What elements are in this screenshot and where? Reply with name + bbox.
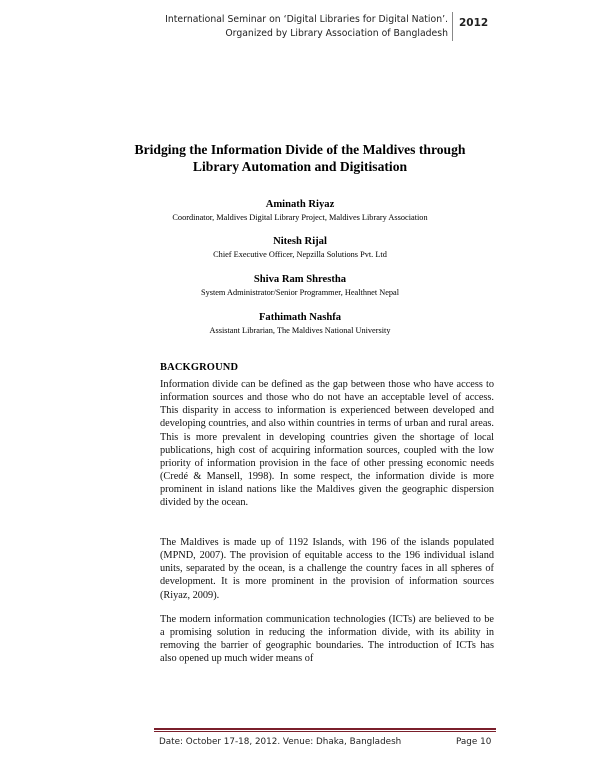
title-line-2: Library Automation and Digitisation [192,159,408,174]
paper-title [100,141,500,175]
author-block [100,235,500,260]
author-name: Nitesh Rijal [273,236,327,247]
footer-date-venue: Date: October 17-18, 2012. Venue: Dhaka, Bangladesh [159,737,402,747]
footer-rule [154,728,496,730]
author-affiliation: Coordinator, Maldives Digital Library Project, Maldives Library Association [172,213,428,222]
header-organizer-line: Organized by Library Association of Bangladesh [225,28,448,39]
author-affiliation: System Administrator/Senior Programmer, Healthnet Nepal [200,288,400,297]
header-divider [452,12,453,41]
author-affiliation: Assistant Librarian, The Maldives National University [209,326,391,335]
author-block [100,311,500,336]
author-affiliation: Chief Executive Officer, Nepzilla Solutions Pvt. Ltd [213,250,387,259]
section-heading: BACKGROUND [160,362,239,373]
footer-page-number: Page 10 [456,737,492,747]
header-year: 2012 [459,17,489,29]
author-name: Fathimath Nashfa [258,312,342,323]
author-name: Shiva Ram Shrestha [253,274,347,285]
footer-rule-thin [154,731,496,732]
running-header [150,13,448,41]
body-paragraph: Information divide can be defined as the gap between those who have access to information sources and those who do not have an acceptable level of access. This disparity in access to information is experienced between developed and developing countries, and also within countries in terms of urban and rural areas. This is more prevalent in developing countries given the shortage of local publications, high cost of acquiring information sources, coupled with the low priority of information provision in the face of other pressing economic needs (Credé & Mansell, 1998). In some respect, the information divide is more prominent in island nations like the Maldives given the geographic dispersion divided by the ocean. [160,379,494,509]
header-seminar-line: International Seminar on ‘Digital Libraries for Digital Nation’. [165,14,448,25]
title-line-1: Bridging the Information Divide of the Maldives through [134,142,466,157]
body-paragraph: The Maldives is made up of 1192 Islands, with 196 of the islands populated (MPND, 2007). The provision of equitable access to the 196 individual island units, separated by the ocean, is a challenge the country faces in all spheres of development. It is more prominent in the provision of information sources (Riyaz, 2009). [160,537,494,601]
author-name: Aminath Riyaz [265,199,335,210]
author-block [100,273,500,298]
author-block [100,198,500,223]
body-paragraph: The modern information communication technologies (ICTs) are believed to be a promising solution in reducing the information divide, with its ability in removing the barrier of geographic boundaries. The introduction of ICTs has also opened up much wider means of [160,614,494,665]
